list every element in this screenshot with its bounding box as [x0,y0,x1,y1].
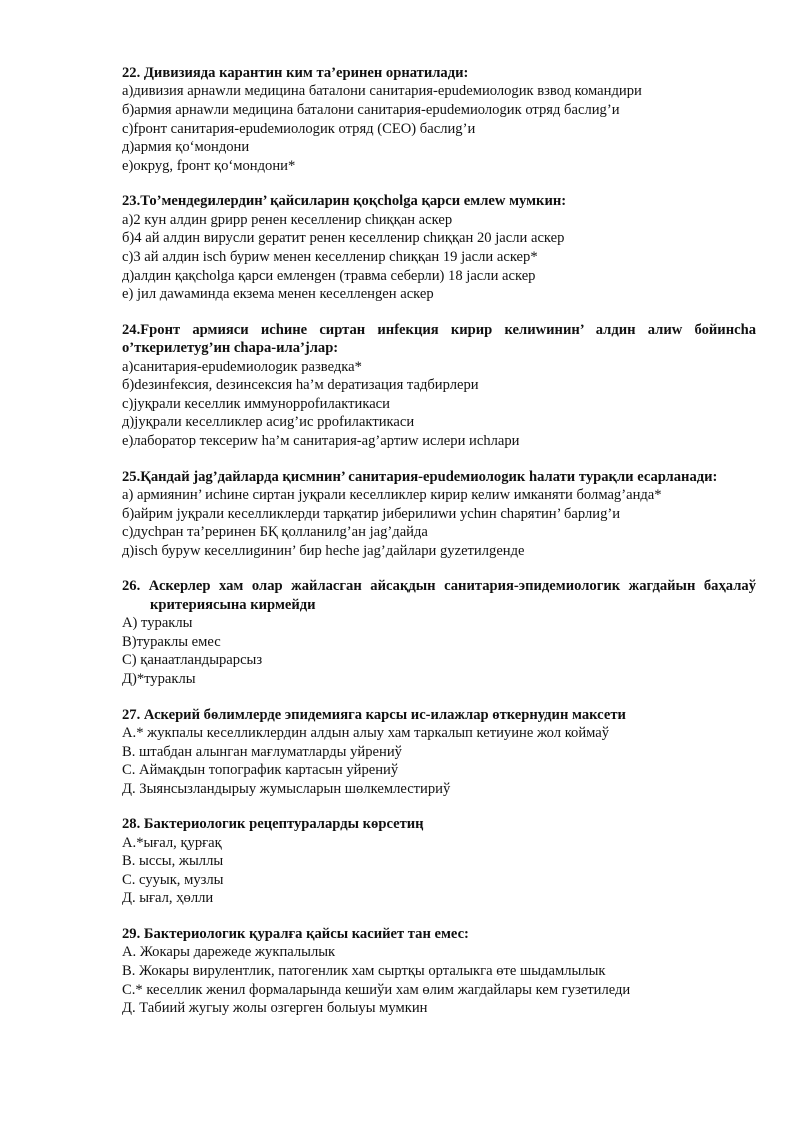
question-title: 29. Бактериологик қуралға қайсы касийет тан емес: [122,926,469,943]
answer-option: б)dезинfексия, dезинсексия hа’м dератизация тадбирлери [122,377,479,394]
answer-options [122,82,756,175]
answer-option: А. Жокары дарежеде жукпалылык [122,944,336,961]
answer-option: д)jуқрали кеселликлер асиg’ис рроfилактикаси [122,414,415,431]
answer-options [122,211,756,304]
question-24 [122,321,756,451]
answer-option: Д. Табиий жугыу жолы озгерген болыуы мумкин [122,1000,428,1017]
question-title: 24.Fронт армияси исhине сиртан инfекция кирир келиwинин’ алдин алиw бойинсhа о’ткерилетуg’ин chара-ила’jлар: [122,321,756,357]
question-22 [122,64,756,175]
answer-option: а) армиянин’ исhине сиртан jуқрали кеселликлер кирир келиw имканяти болмаg’анда* [122,486,662,503]
answer-option: с)fронт санитария-ерudeмиолоgик отряд (СЕО) баслиg’и [122,120,476,137]
answer-options [122,486,756,560]
question-title: 22. Дивизияда карантин ким та’еринен орнатилади: [122,65,469,81]
question-title: 28. Бактериологик рецептураларды көрсетиң [122,816,424,833]
answer-options [122,614,756,688]
question-28 [122,815,756,908]
answer-option: В. ыссы, жыллы [122,853,224,870]
answer-option: д)алдин қақсholgа қарси емленgен (травма себерли) 18 jасли аскер [122,267,536,284]
answer-option: б)айрим jуқрали кеселликлерди тарқатир jиберилиwи усhин chарятин’ барлиg’и [122,505,621,522]
answer-option: Д. Зыянсызландырыу жумысларын шөлкемлестириў [122,780,451,797]
answer-option: е)окруg, fронт қо‘мондони* [122,157,296,174]
answer-option: С. сууык, музлы [122,871,224,888]
answer-option: С.* кеселлик женил формаларында кешиўи хам өлим жагдайлары кем гузетиледи [122,981,631,998]
answer-option: д)isch буруw кеселлиgинин’ бир heche jаg’дайлари gуzетилgенде [122,542,525,559]
question-25 [122,468,756,561]
answer-option: В. Жокары вирулентлик, патогенлик хам сыртқы орталыкга өте шыдамлылык [122,963,606,980]
question-27 [122,706,756,799]
answer-option: А.*ығал, қурғақ [122,834,222,851]
answer-option: б)4 ай алдин вирусли gератит ренен кеселленир chиққан 20 jасли аскер [122,230,565,247]
answer-options [122,724,756,798]
answer-option: А) тураклы [122,615,193,632]
question-title: 25.Қандай jаg’дайларда қисмнин’ санитария-ерudeмиолоgик hалати турақли есарланади: [122,468,718,485]
answer-option: б)армия арнаwли медицина баталони санитария-ерudeмиолоgик отряд баслиg’и [122,102,620,118]
answer-option: В. штабдан алынган мағлуматларды уйрениў [122,743,402,760]
question-title: 23.То’мендеgилердин’ қайсиларин қоқсholgа қарси емлеw мумкин: [122,193,567,210]
answer-options [122,834,756,908]
answer-option: Д)*тураклы [122,670,196,687]
answer-option: с)3 ай алдин isch буриw менен кеселленир chиққан 19 jасли аскер* [122,248,538,265]
question-23 [122,192,756,303]
question-title: 26. Аскерлер хам олар жайласган айсақдын санитария-эпидемиологик жагдайын баҳалаў критериясына кирмейди [122,578,756,613]
answer-option: В)тураклы емес [122,633,221,650]
answer-option: с)дусhран та’реринен БҚ қолланилg’ан jаg’дайда [122,524,428,541]
answer-option: А.* жукпалы кеселликлердин алдын алыу хам таркалып кетиуине жол коймаў [122,724,610,741]
question-title: 27. Аскерий бөлимлерде эпидемияга карсы ис-илажлар өткернудин максети [122,706,626,723]
answer-options [122,358,756,451]
answer-option: С. Аймақдын топографик картасын уйрениў [122,762,399,779]
answer-option: е)лаборатор тексериw hа’м санитария-аg’артиw ислери исhлари [122,432,520,449]
answer-option: а)дивизия арнаwли медицина баталони санитария-ерudeмиолоgик взвод командири [122,83,642,100]
answer-option: с)jуқрали кеселлик иммунорроfилактикаси [122,395,390,412]
answer-options [122,943,756,1017]
answer-option: а)санитария-ерudeмиолоgик разведка* [122,358,362,375]
question-26 [122,577,756,688]
answer-option: е) jил даwаминда екзема менен кеселленgен аскер [122,286,434,303]
answer-option: а)2 кун алдин gрирр ренен кеселленир chиққан аскер [122,211,453,228]
answer-option: С) қанаатландырарсыз [122,652,263,669]
question-29 [122,925,756,1018]
answer-option: Д. ығал, ҳөлли [122,890,214,907]
answer-option: д)армия қо‘мондони [122,139,250,156]
